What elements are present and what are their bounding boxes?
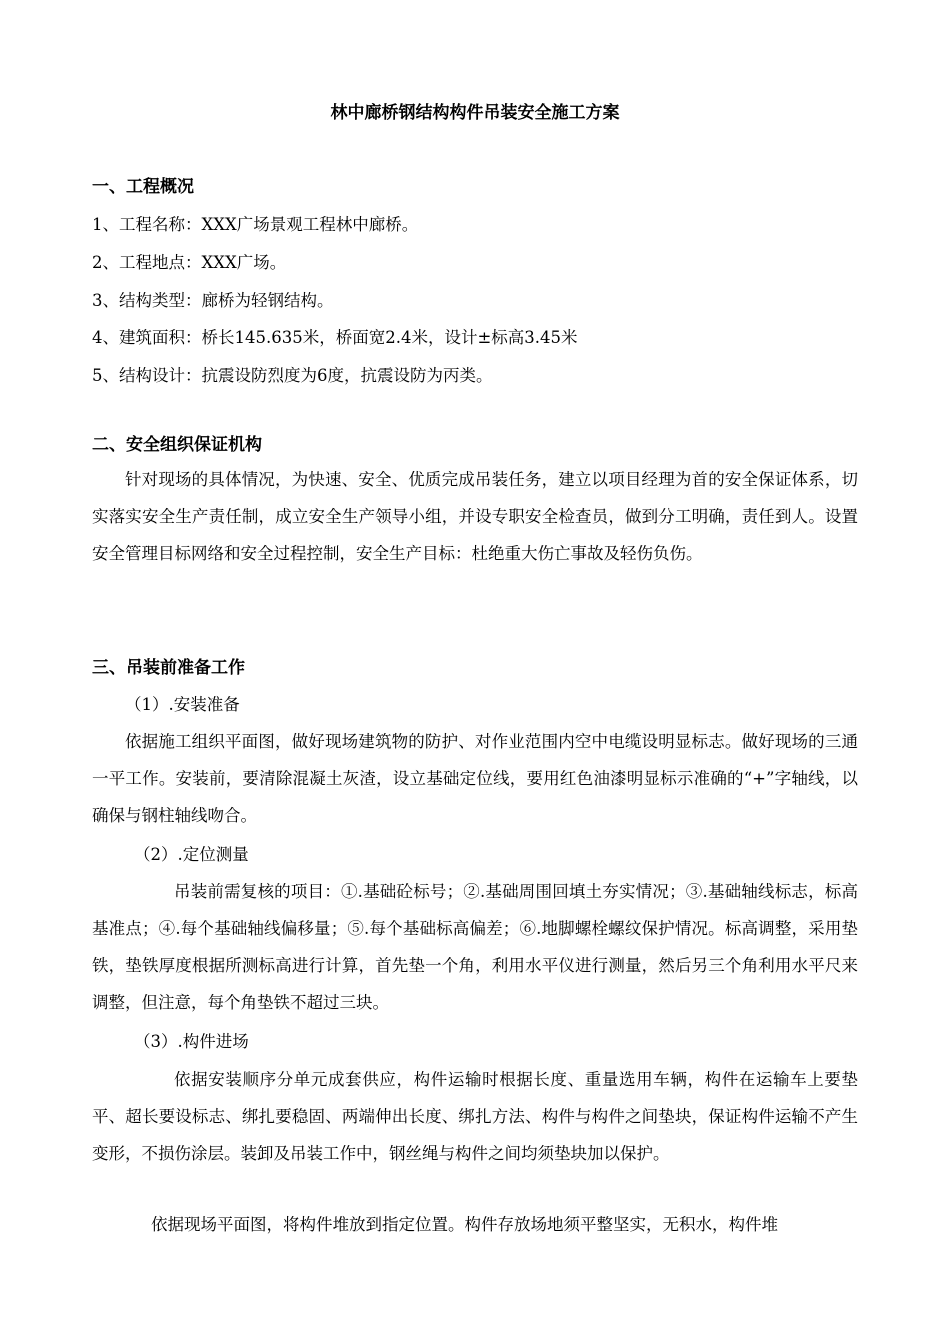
component-entry-paragraph: 依据安装顺序分单元成套供应，构件运输时根据长度、重量选用车辆，构件在运输车上要垫平、超长要设标志、绑扎要稳固、两端伸出长度、绑扎方法、构件与构件之间垫块，保证构件运输不产生变形，不损伤涂层。装卸及吊装工作中，钢丝绳与构件之间均须垫块加以保护。	[92, 1070, 858, 1163]
component-storage-paragraph: 依据现场平面图，将构件堆放到指定位置。构件存放场地须平整坚实，无积水，构件堆	[151, 1215, 778, 1234]
overview-item-project-name: 1、工程名称：XXX广场景观工程林中廊桥。	[92, 215, 419, 234]
section-heading-safety-organization: 二、安全组织保证机构	[92, 435, 262, 455]
overview-item-structure-type: 3、结构类型：廊桥为轻钢结构。	[92, 291, 334, 310]
subsection-label-positioning-survey: （2）.定位测量	[134, 845, 249, 864]
overview-item-building-area: 4、建筑面积：桥长145.635米，桥面宽2.4米，设计±标高3.45米	[92, 328, 578, 347]
installation-preparation-paragraph: 依据施工组织平面图，做好现场建筑物的防护、对作业范围内空中电缆设明显标志。做好现场的三通一平工作。安装前，要清除混凝土灰渣，设立基础定位线，要用红色油漆明显标示准确的“+”字轴线，以确保与钢柱轴线吻合。	[92, 732, 858, 825]
section-heading-pre-lifting-preparation: 三、吊装前准备工作	[92, 658, 245, 678]
document-title: 林中廊桥钢结构构件吊装安全施工方案	[330, 103, 620, 123]
subsection-label-component-entry: （3）.构件进场	[134, 1032, 249, 1051]
section-heading-project-overview: 一、工程概况	[92, 177, 194, 197]
overview-item-structure-design: 5、结构设计：抗震设防烈度为6度，抗震设防为丙类。	[92, 366, 493, 385]
positioning-survey-paragraph: 吊装前需复核的项目：①.基础砼标号；②.基础周围回填土夯实情况；③.基础轴线标志，标高基准点；④.每个基础轴线偏移量；⑤.每个基础标高偏差；⑥.地脚螺栓螺纹保护情况。标高调整，采用垫铁，垫铁厚度根据所测标高进行计算，首先垫一个角，利用水平仪进行测量，然后另三个角利用水平尺来调整，但注意，每个角垫铁不超过三块。	[92, 882, 858, 1012]
safety-organization-paragraph: 针对现场的具体情况，为快速、安全、优质完成吊装任务，建立以项目经理为首的安全保证体系，切实落实安全生产责任制，成立安全生产领导小组，并设专职安全检查员，做到分工明确，责任到人。设置安全管理目标网络和安全过程控制，安全生产目标：杜绝重大伤亡事故及轻伤负伤。	[92, 470, 858, 563]
overview-item-project-location: 2、工程地点：XXX广场。	[92, 253, 287, 272]
subsection-label-installation-preparation: （1）.安装准备	[125, 695, 240, 714]
